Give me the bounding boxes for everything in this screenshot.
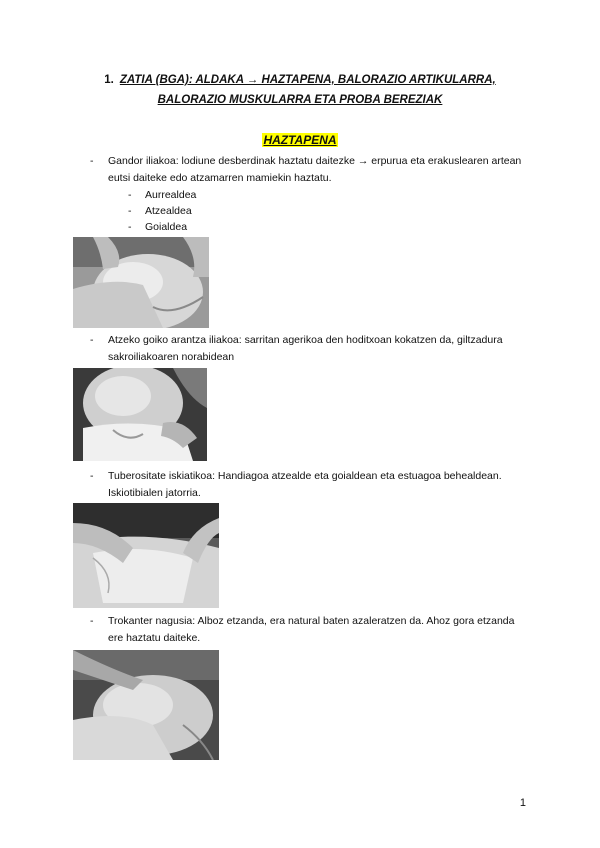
list-item — [90, 468, 530, 502]
list-dash: - — [90, 470, 94, 482]
list-item-text: Trokanter nagusia: Alboz etzanda, era natural baten azaleratzen da. Ahoz gora etzanda ere haztatu daiteke. — [108, 615, 515, 644]
photo-iliac-crest-palpation — [73, 237, 209, 328]
heading-line-1: ZATIA (BGA): ALDAKA → HAZTAPENA, BALORAZIO ARTIKULARRA, — [119, 74, 496, 86]
sub-list-item — [128, 203, 192, 220]
list-item-text: Atzeko goiko arantza iliakoa: sarritan agerikoa den hoditxoan kokatzen da, giltzadura sakroiliakoaren norabidean — [108, 334, 503, 363]
sub-item-text: Aurrealdea — [145, 189, 197, 201]
section-heading — [0, 133, 600, 147]
heading-number: 1. — [104, 74, 114, 86]
list-item — [90, 153, 530, 187]
sub-item-text: Goialdea — [145, 221, 188, 233]
list-item — [90, 332, 530, 366]
page-number: 1 — [519, 797, 526, 809]
heading-line-2: BALORAZIO MUSKULARRA ETA PROBA BEREZIAK — [157, 94, 443, 106]
sub-list-item — [128, 219, 187, 236]
photo-posterior-superior-iliac-spine — [73, 368, 207, 461]
list-dash: - — [90, 615, 94, 627]
sub-dash: - — [128, 189, 132, 201]
sub-dash: - — [128, 205, 132, 217]
list-item — [90, 613, 530, 647]
list-item-text: Tuberositate iskiatikoa: Handiagoa atzealde eta goialdean eta estuagoa behealdean. Iskiotibialen jatorria. — [108, 470, 502, 499]
sub-list-item — [128, 187, 196, 204]
list-dash: - — [90, 334, 94, 346]
sub-dash: - — [128, 221, 132, 233]
document-title — [90, 70, 510, 110]
section-title: HAZTAPENA — [263, 133, 337, 147]
sub-item-text: Atzealdea — [145, 205, 192, 217]
photo-greater-trochanter — [73, 650, 219, 760]
list-dash: - — [90, 155, 94, 167]
list-item-text: Gandor iliakoa: lodiune desberdinak haztatu daitezke → erpurua eta erakuslearen artean eutsi daiteke edo atzamarren mamiekin haztatu. — [108, 155, 522, 184]
photo-ischial-tuberosity — [73, 503, 219, 608]
